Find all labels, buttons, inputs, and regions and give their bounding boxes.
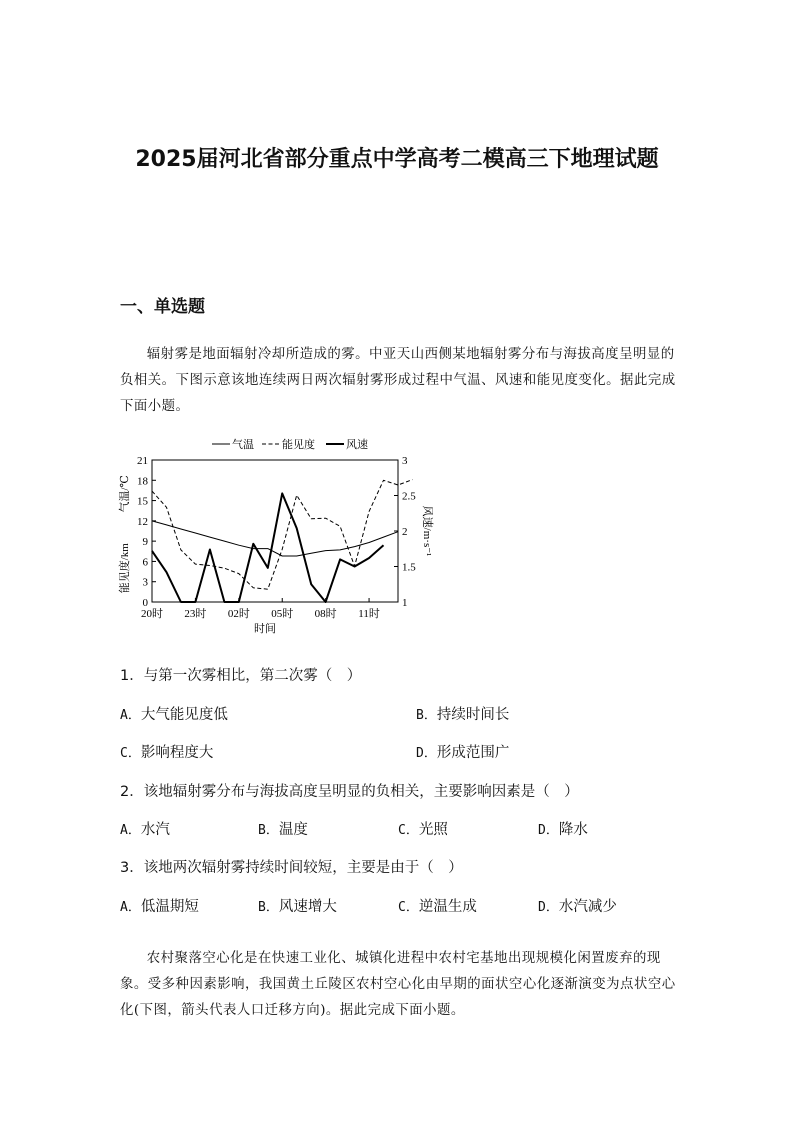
question-3-option-c[interactable]: C．逆温生成 — [398, 899, 477, 915]
page-title: 2025届河北省部分重点中学高考二模高三下地理试题 — [135, 147, 659, 172]
x-tick-label: 05时 — [271, 608, 294, 620]
left-tick-label: 0 — [142, 597, 148, 609]
right-tick-label: 1.5 — [402, 561, 416, 574]
question-2-option-c[interactable]: C．光照 — [398, 822, 448, 838]
right-tick-label: 2 — [402, 526, 408, 538]
right-axis-label-windspeed: 风速/m·s⁻¹ — [421, 505, 433, 557]
left-tick-label: 3 — [142, 576, 148, 589]
question-1-option-d[interactable]: D．形成范围广 — [416, 745, 510, 761]
question-1-stem: 1．与第一次雾相比，第二次雾（ ） — [120, 668, 362, 684]
left-axis-label-temperature: 气温/℃ — [119, 475, 131, 513]
question-1-option-c[interactable]: C．影响程度大 — [120, 745, 214, 761]
fog-chart — [110, 436, 433, 636]
right-tick-label: 1 — [402, 597, 408, 609]
x-tick-label: 11时 — [358, 608, 380, 620]
left-tick-label: 15 — [137, 495, 148, 508]
question-1-option-a[interactable]: A．大气能见度低 — [120, 707, 228, 723]
passage-radiation-fog: 辐射雾是地面辐射冷却所造成的雾。中亚天山西侧某地辐射雾分布与海拔高度呈明显的负相关。下图示意该地连续两日两次辐射雾形成过程中气温、风速和能见度变化。据此完成下面小题。 — [120, 347, 676, 414]
left-tick-label: 6 — [142, 556, 148, 569]
x-tick-label: 08时 — [314, 608, 337, 620]
legend-label-temperature: 气温 — [232, 439, 254, 451]
left-axis-label-visibility: 能见度/km — [119, 543, 131, 594]
left-tick-label: 18 — [137, 475, 148, 488]
left-tick-label: 21 — [137, 455, 148, 467]
left-tick-label: 12 — [137, 515, 148, 528]
x-tick-label: 20时 — [141, 608, 163, 620]
question-3-option-d[interactable]: D．水汽减少 — [538, 899, 617, 915]
question-2-option-b[interactable]: B．温度 — [258, 822, 308, 838]
x-axis-label: 时间 — [254, 623, 276, 635]
passage-rural-hollowing: 农村聚落空心化是在快速工业化、城镇化进程中农村宅基地出现规模化闲置废弃的现象。受多种因素影响，我国黄土丘陵区农村空心化由早期的面状空心化逐渐演变为点状空心化(下图，箭头代表人口迁移方向)。据此完成下面小题。 — [120, 951, 676, 1018]
question-2-option-d[interactable]: D．降水 — [538, 822, 588, 838]
question-2-stem: 2．该地辐射雾分布与海拔高度呈明显的负相关，主要影响因素是（ ） — [120, 784, 579, 800]
right-tick-label: 3 — [402, 455, 408, 467]
x-tick-label: 23时 — [184, 608, 207, 620]
legend-label-wind-speed: 风速 — [346, 439, 368, 451]
question-3-option-b[interactable]: B．风速增大 — [258, 899, 337, 915]
section-heading: 一、单选题 — [120, 297, 205, 317]
x-tick-label: 02时 — [227, 608, 250, 620]
left-tick-label: 9 — [142, 536, 148, 549]
question-2-option-a[interactable]: A．水汽 — [120, 822, 170, 838]
legend-label-visibility: 能见度 — [282, 439, 315, 451]
question-3-stem: 3．该地两次辐射雾持续时间较短，主要是由于（ ） — [120, 860, 463, 876]
question-1-option-b[interactable]: B．持续时间长 — [416, 707, 510, 723]
question-3-option-a[interactable]: A．低温期短 — [120, 899, 199, 915]
right-tick-label: 2.5 — [402, 490, 416, 503]
